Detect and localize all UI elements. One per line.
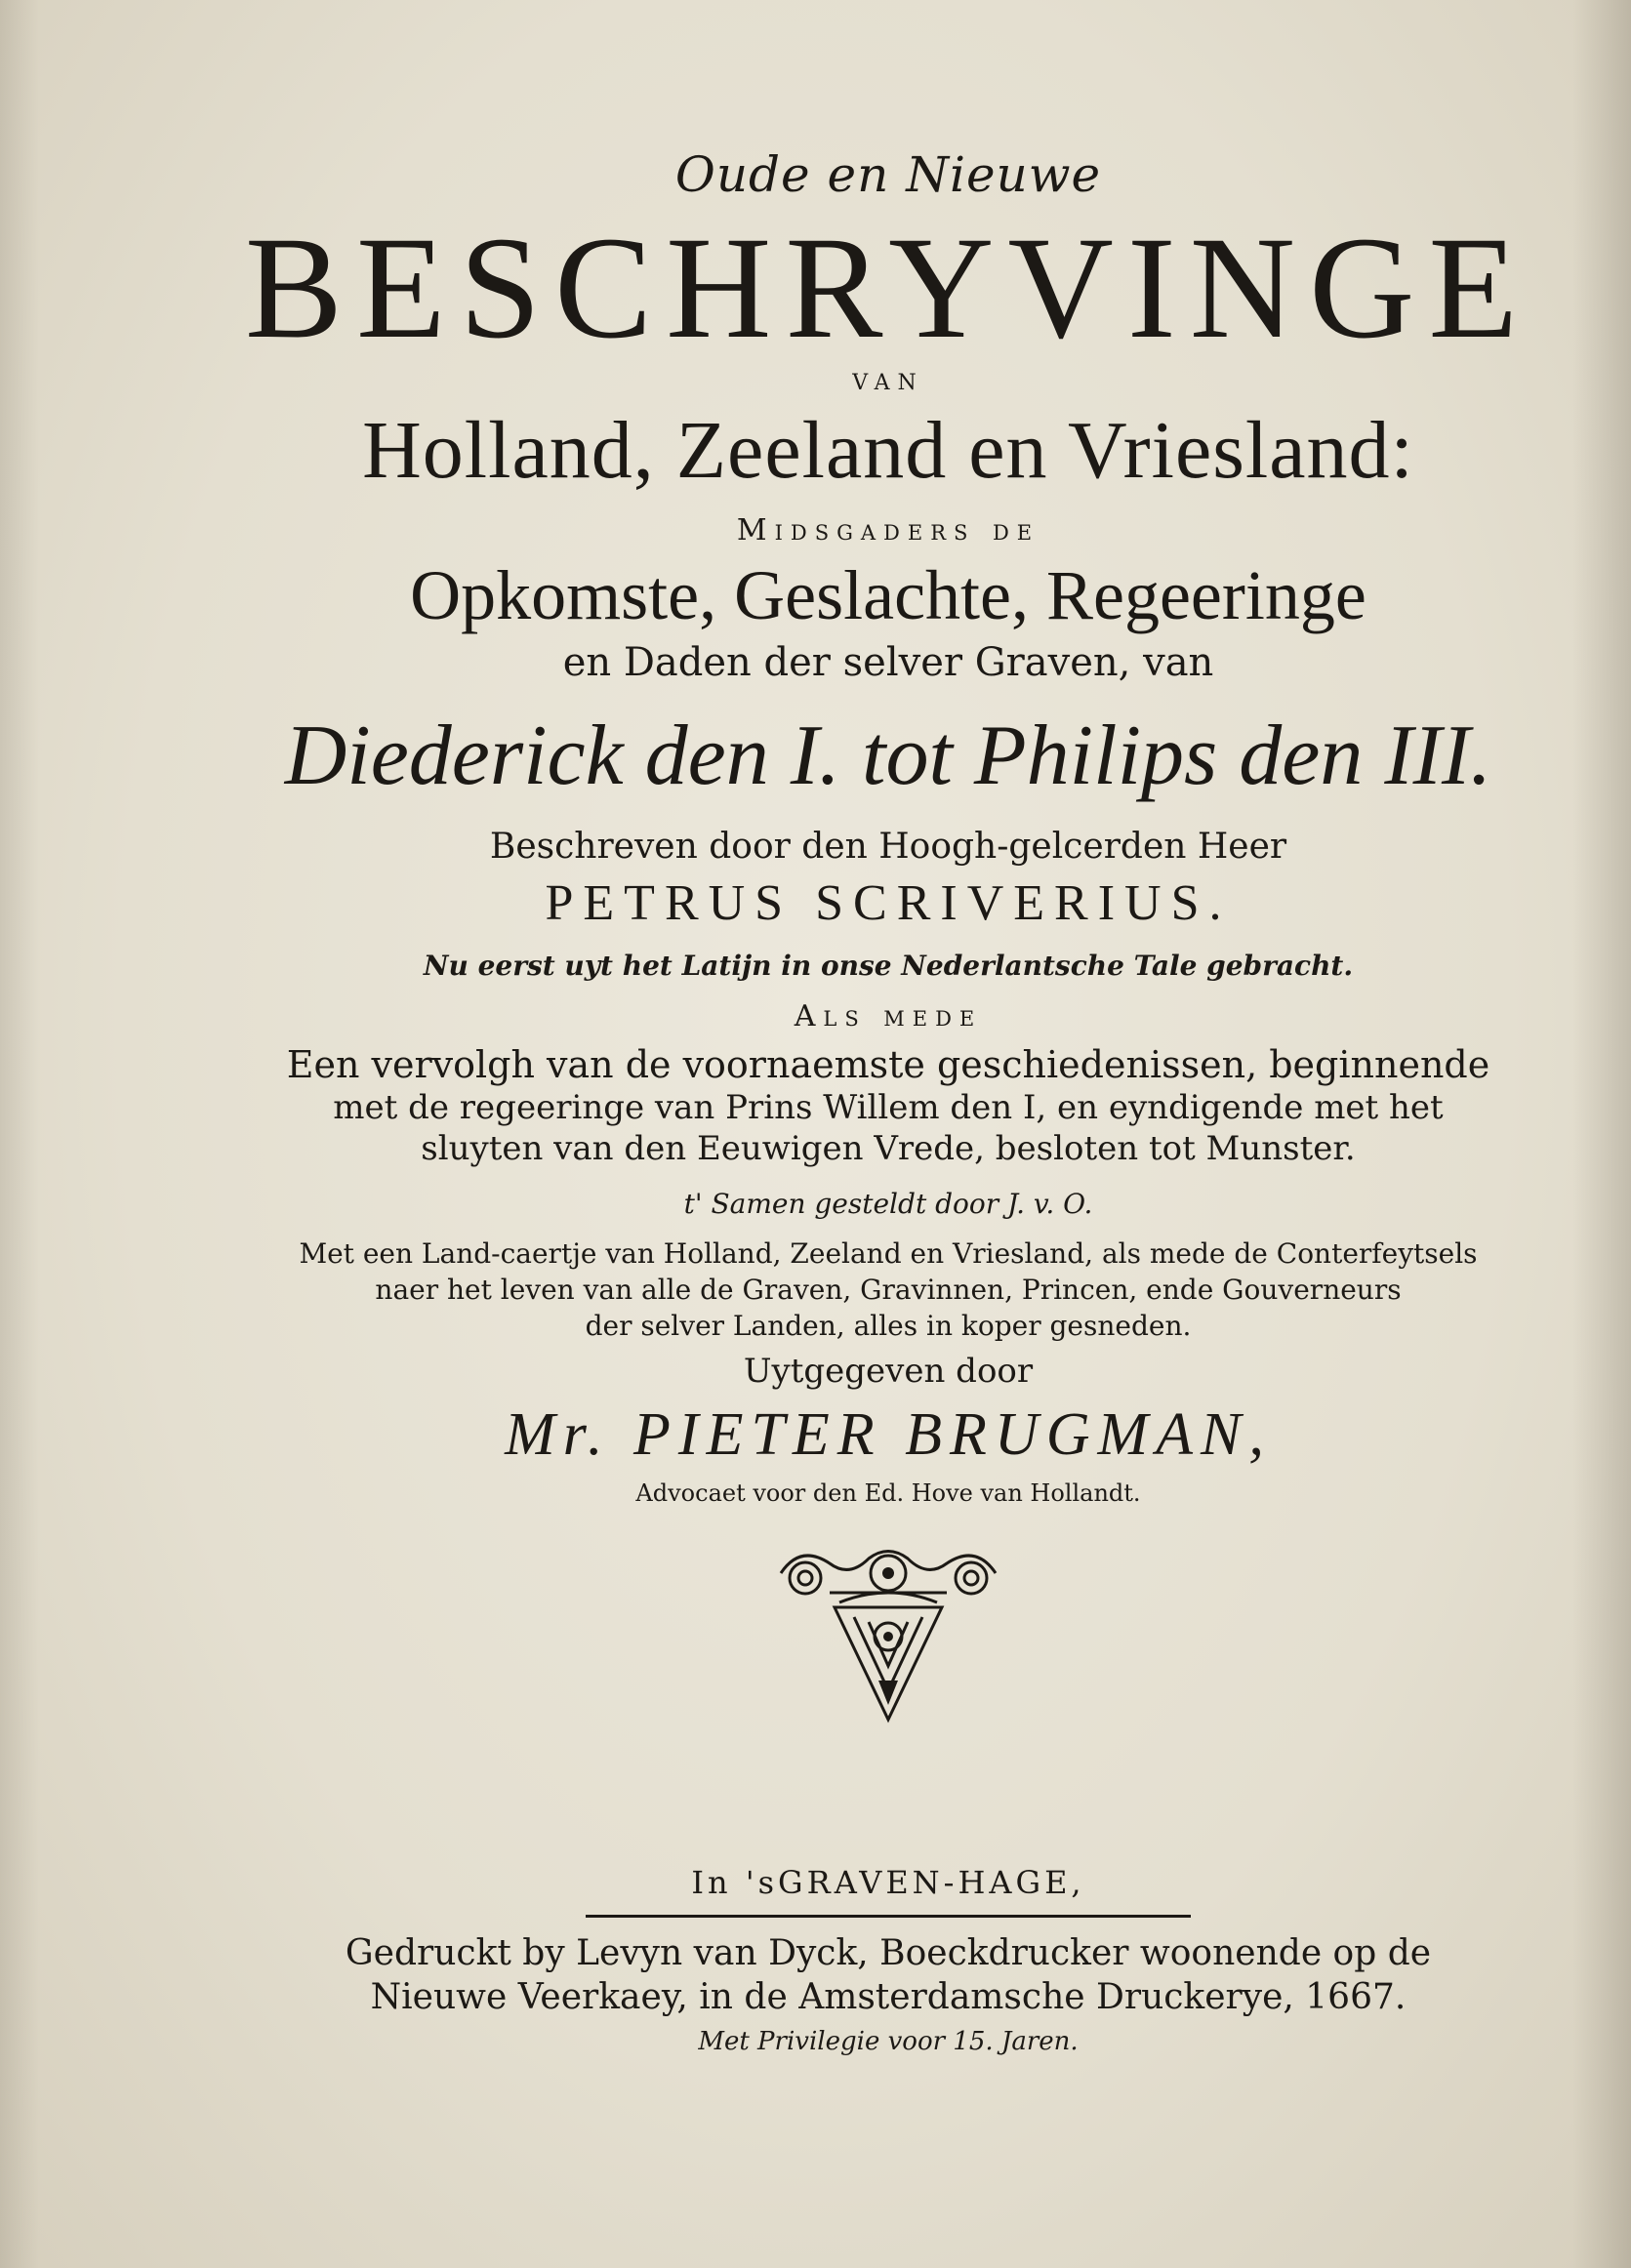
continuation-line-1: Een vervolgh van de voornaemste geschiedenissen, beginnende [286,1043,1490,1086]
imprint-place: In 'sGRAVEN-HAGE, [691,1864,1085,1901]
author-name: PETRUS SCRIVERIUS. [545,875,1232,931]
title-provinces: Holland, Zeeland en Vriesland: [362,405,1414,496]
imprint-printer-line-2: Nieuwe Veerkaey, in de Amsterdamsche Druckerye, 1667. [370,1977,1407,2017]
publisher-name: Mr. PIETER BRUGMAN, [505,1401,1272,1468]
continuation-line-2: met de regeeringe van Prins Willem den I, en eyndigende met het [333,1088,1444,1127]
main-title: BESCHRYVINGE [244,207,1532,369]
title-page-text [176,137,1601,2056]
printer-ornament-icon [761,1534,1015,1729]
author-intro: Beschreven door den Hoogh-gelcerden Heer [489,827,1287,867]
privilege-note: Met Privilegie voor 15. Jaren. [698,2027,1079,2056]
compiler-line: t' Samen gesteldt door J. v. O. [683,1188,1093,1220]
title-van: VAN [852,371,924,395]
title-midsgaders: Midsgaders de [736,513,1040,547]
map-note-line-3: der selver Landen, alles in koper gesneden. [585,1310,1192,1342]
map-note-line-1: Met een Land-caertje van Holland, Zeeland en Vriesland, als mede de Conterfeytsels [299,1237,1478,1270]
imprint-printer-line-1: Gedruckt by Levyn van Dyck, Boeckdrucker woonende op de [345,1933,1432,1973]
title-opkomste: Opkomste, Geslachte, Regeeringe [410,556,1366,634]
translation-note: Nu eerst uyt het Latijn in onse Nederlantsche Tale gebracht. [423,950,1354,982]
title-daden: en Daden der selver Graven, van [562,640,1214,685]
page-fold-shadow [0,0,39,2268]
publisher-intro: Uytgegeven door [743,1352,1034,1391]
continuation-line-3: sluyten van den Eeuwigen Vrede, besloten tot Munster. [421,1129,1356,1168]
title-counts-range: Diederick den I. tot Philips den III. [284,709,1492,803]
imprint-rule [586,1915,1191,1918]
subtitle-oude-en-nieuwe: Oude en Nieuwe [674,146,1102,203]
als-mede: Als mede [794,999,983,1033]
publisher-title: Advocaet voor den Ed. Hove van Hollandt. [635,1479,1141,1507]
map-note-line-2: naer het leven van alle de Graven, Gravinnen, Princen, ende Gouverneurs [375,1274,1402,1306]
